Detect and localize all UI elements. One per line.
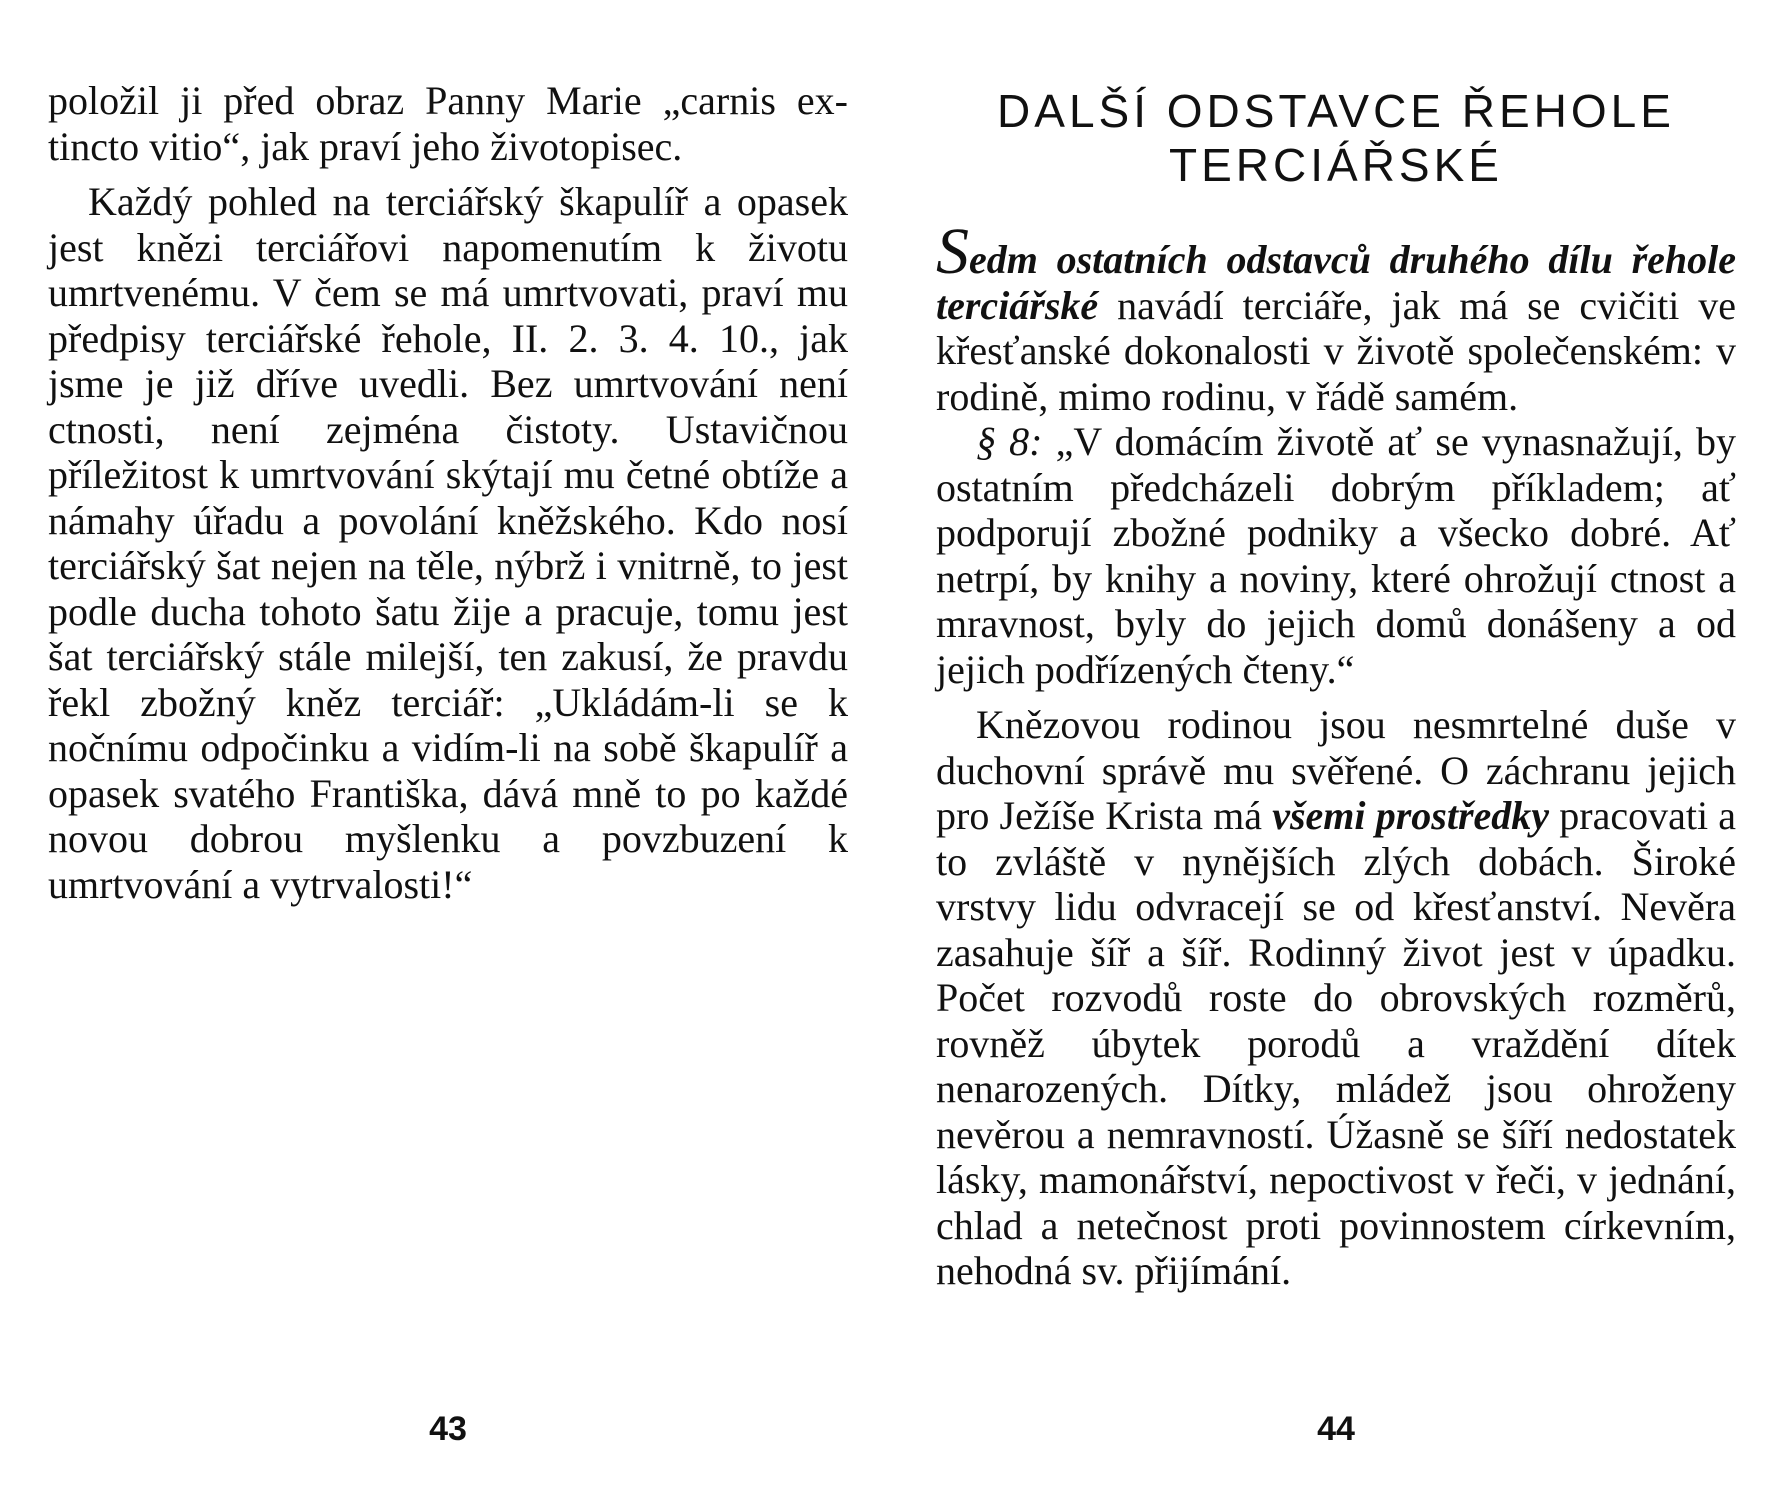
right-page: [936, 0, 1736, 1500]
left-paragraph-2: Každý pohled na terciářský škapulíř a opasek jest knězi terciářovi napomenutím k životu umrtvenému. V čem se má umrtvovati, praví mu předpisy terciářské řehole, II. 2. 3. 4. 10., jak jsme je již dříve uvedli. Bez umrtvování není ctnosti, není zejména čistoty. Ustavičnou příležitost k umrtvování skýtají mu četné obtíže a námahy úřadu a povolání kněžského. Kdo nosí terciářský šat nejen na těle, nýbrž i vnitrně, to jest podle ducha tohoto šatu žije a pracuje, tomu jest šat terciářský stále milejší, ten zakusí, že pravdu řekl zbožný kněz terciář: „Ukládám-li se k nočnímu odpočinku a vidím-li na sobě škapulíř a opasek svatého Františka, dává mně to po každé novou dobrou myšlenku a povzbuzení k umrtvování a vytrvalosti!“: [48, 179, 848, 907]
left-page-text: [48, 78, 848, 907]
left-paragraph-1: položil ji před obraz Panny Marie „carnis extincto vitio“, jak praví jeho životopisec.: [48, 78, 848, 169]
right-paragraph-3: [936, 702, 1736, 1294]
chapter-title-line-1: DALŠÍ ODSTAVCE ŘEHOLE: [997, 85, 1675, 137]
left-page: [48, 0, 848, 1500]
right-paragraph-1: [936, 215, 1736, 419]
drop-cap: S: [936, 215, 969, 288]
chapter-title: [936, 84, 1736, 192]
page-number-left: 43: [429, 1410, 467, 1448]
right-paragraph-2: [936, 419, 1736, 692]
paragraph-3-emphasis: všemi prostředky: [1272, 793, 1550, 838]
paragraph-3-start: Knězovou rodinou jsou nesmrtelné duše v duchovní správě mu svěřené. O záchranu jejich pro Ježíše Krista má: [936, 702, 1736, 838]
section-mark: § 8:: [976, 419, 1043, 464]
chapter-title-line-2: TERCIÁŘSKÉ: [1169, 139, 1503, 191]
page-number-right: 44: [1317, 1410, 1355, 1448]
paragraph-3-rest: pracovati a to zvláště v nynějších zlých dobách. Široké vrstvy lidu odvracejí se od křesťanství. Nevěra zasahuje šíř a šíř. Rodinný život jest v úpadku. Počet rozvodů roste do obrovských rozměrů, rovněž úbytek porodů a vraždění dítek nenarozených. Dítky, mládež jsou ohroženy nevěrou a nemravností. Úžasně se šíří nedostatek lásky, mamonářství, nepoctivost v řeči, v jednání, chlad a netečnost proti povinnostem církevním, nehodná sv. přijímání.: [936, 793, 1737, 1293]
right-page-text: [936, 215, 1737, 1294]
paragraph-1-italic-lead: edm ostatních odstavců druhého dílu řehole terciářské: [936, 237, 1736, 328]
paragraph-2-text: „V domácím životě ať se vynasnažují, by ostatním předcházeli dobrým příkladem; ať podporují zbožné podniky a všecko dobré. Ať netrpí, by knihy a noviny, které ohrožují ctnost a mravnost, byly do jejich domů donášeny a od jejich podřízených čteny.“: [936, 419, 1737, 692]
paragraph-1-text: navádí terciáře, jak má se cvičiti ve křesťanské dokonalosti v životě společenském: v rodině, mimo rodinu, v řádě samém.: [936, 282, 1736, 419]
